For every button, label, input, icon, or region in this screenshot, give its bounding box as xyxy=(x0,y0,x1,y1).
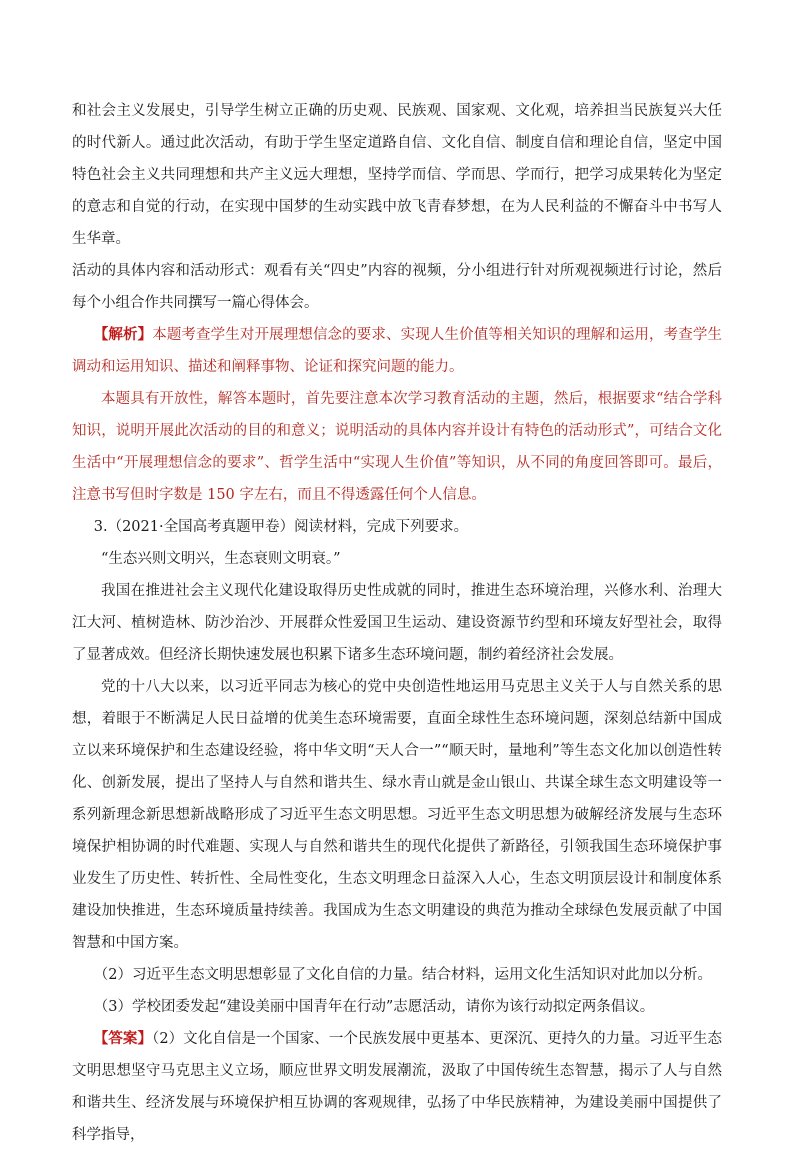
quote-line: “生态兴则文明兴，生态衰则文明衰。” xyxy=(101,551,341,567)
paragraph-answer xyxy=(72,1023,722,1151)
paragraph-analysis-detail: 本题具有开放性，解答本题时，首先要注意本次学习教育活动的主题，然后，根据要求“结合学科知识，说明开展此次活动的目的和意义；说明活动的具体内容并设计有特色的活动形式”，可结合文化生活中“开展理想信念的要求”、哲学生活中“实现人生价值”等知识，从不同的角度回答即可。最后，注意书写但时字数是 150 字左右，而且不得透露任何个人信息。 xyxy=(72,391,722,503)
paragraph-analysis xyxy=(72,319,722,383)
document-page xyxy=(72,95,722,1151)
material-paragraph-2: 党的十八大以来，以习近平同志为核心的党中央创造性地运用马克思主义关于人与自然关系的思想，着眼于不断满足人民日益增的优美生态环境需要，直面全球性生态环境问题，深刻总结新中国成立以来环境保护和生态建设经验，将中华文明“天人合一”“顺天时，量地利”等生态文化加以创造性转化、创新发展，提出了坚持人与自然和谐共生、绿水青山就是金山银山、共谋全球生态文明建设等一系列新理念新思想新战略形成了习近平生态文明思想。习近平生态文明思想为破解经济发展与生态环境保护相协调的时代难题、实现人与自然和谐共生的现代化提供了新路径，引领我国生态环境保护事业发生了历史性、转折性、全局性变化，生态文明理念日益深入人心，生态文明顶层设计和制度体系建设加快推进，生态环境质量持续善。我国成为生态文明建设的典范为推动全球绿色发展贡献了中国智慧和中国方案。 xyxy=(72,679,722,951)
analysis-tag: 【解析】 xyxy=(93,326,153,343)
sub-question-2: （2）习近平生态文明思想彰显了文化自信的力量。结合材料，运用文化生活知识对此加以分析。 xyxy=(93,967,712,983)
answer-text: （2）文化自信是一个国家、一个民族发展中更基本、更深沉、更持久的力量。习近平生态文明思想坚守马克思主义立场，顺应世界文明发展潮流，汲取了中国传统生态智慧，揭示了人与自然和谐共生、经济发展与环境保护相互协调的客观规律，弘扬了中华民族精神，为建设美丽中国提供了科学指导， xyxy=(72,1031,722,1143)
material-paragraph-1: 我国在推进社会主义现代化建设取得历史性成就的同时，推进生态环境治理，兴修水利、治理大江大河、植树造林、防沙治沙、开展群众性爱国卫生运动、建设资源节约型和环境友好型社会，取得了显著成效。但经济长期快速发展也积累下诸多生态环境问题，制约着经济社会发展。 xyxy=(72,583,722,663)
sub-question-3: （3）学校团委发起“建设美丽中国青年在行动”志愿活动，请你为该行动拟定两条倡议。 xyxy=(93,999,655,1015)
analysis-text: 本题考查学生对开展理想信念的要求、实现人生价值等相关知识的理解和运用，考查学生调动和运用知识、描述和阐释事物、论证和探究问题的能力。 xyxy=(72,327,722,375)
answer-tag: 【答案】 xyxy=(93,1030,153,1047)
paragraph-goal-continued: 和社会主义发展史，引导学生树立正确的历史观、民族观、国家观、文化观，培养担当民族复兴大任的时代新人。通过此次活动，有助于学生坚定道路自信、文化自信、制度自信和理论自信，坚定中国特色社会主义共同理想和共产主义远大理想，坚持学而信、学而思、学而行，把学习成果转化为坚定的意志和自觉的行动，在实现中国梦的生动实践中放飞青春梦想，在为人民利益的不懈奋斗中书写人生华章。 xyxy=(72,103,722,247)
paragraph-activity-form: 活动的具体内容和活动形式：观看有关“四史”内容的视频，分小组进行针对所观视频进行讨论，然后每个小组合作共同撰写一篇心得体会。 xyxy=(72,263,722,311)
question-3-title: 3.（2021·全国高考真题甲卷）阅读材料，完成下列要求。 xyxy=(93,519,469,535)
